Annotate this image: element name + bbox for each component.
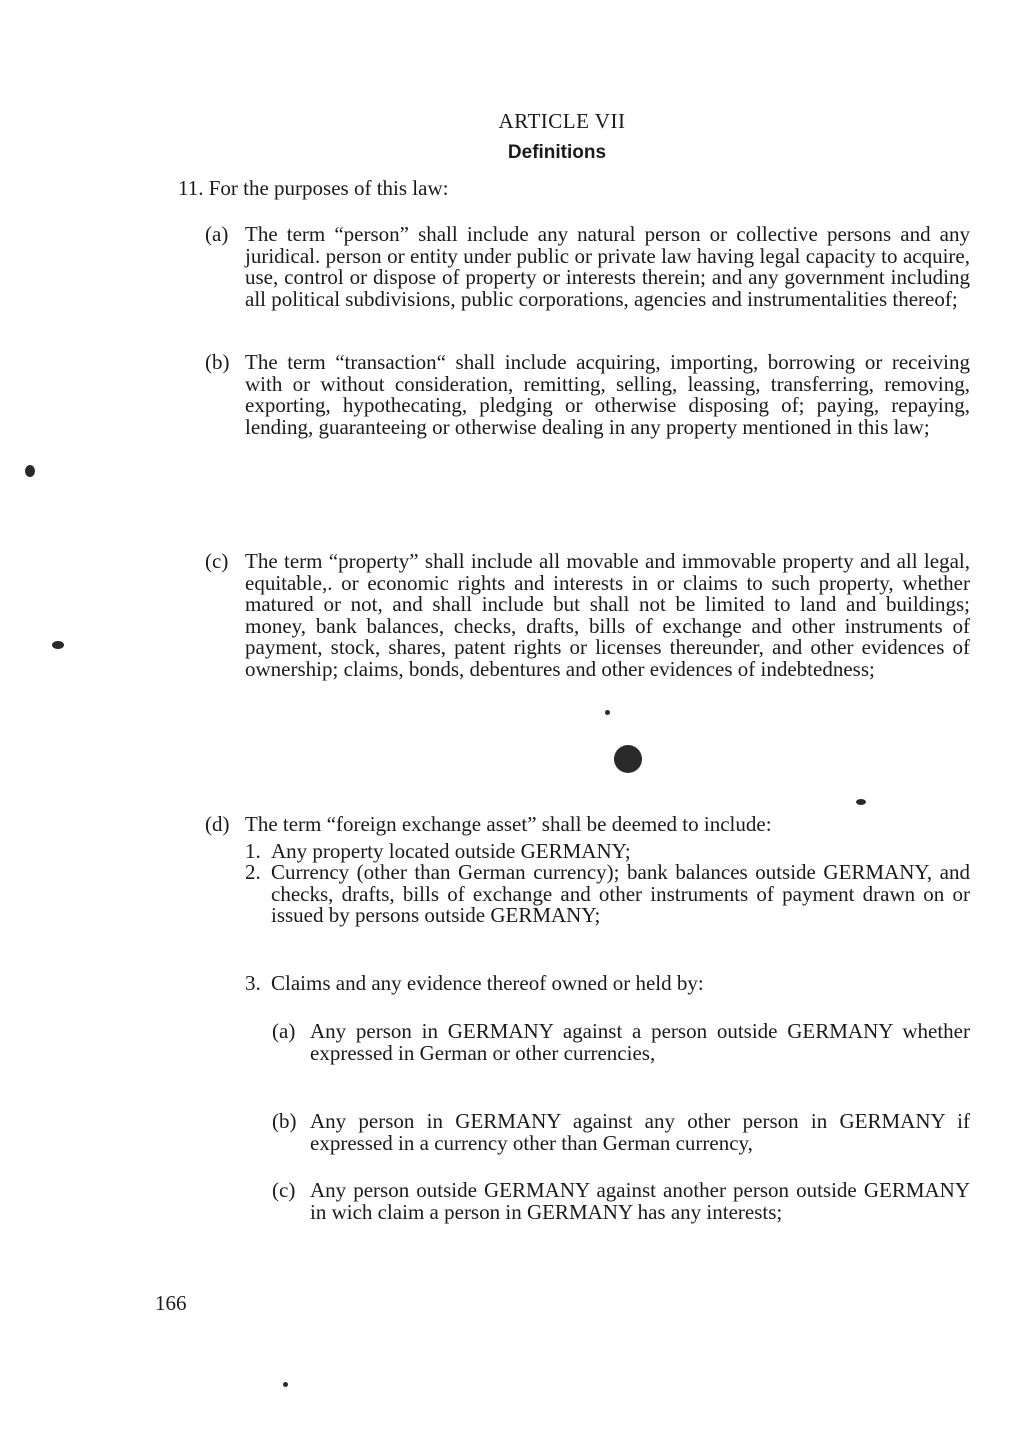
list-item-3 bbox=[245, 973, 970, 995]
clause-label: (b) bbox=[205, 350, 230, 374]
list-item-2 bbox=[245, 862, 970, 927]
sub-item-text: Any person in GERMANY against a person outside GERMANY whether expressed in German or other currencies, bbox=[310, 1019, 970, 1065]
item-number: 3. bbox=[245, 971, 261, 995]
clause-d bbox=[205, 814, 970, 836]
ink-speck bbox=[25, 465, 35, 477]
sub-item-c bbox=[272, 1180, 970, 1223]
sub-item-a bbox=[272, 1021, 970, 1064]
ink-speck bbox=[856, 799, 866, 805]
clause-label: (c) bbox=[205, 549, 229, 573]
article-heading: ARTICLE VII bbox=[498, 109, 626, 133]
clause-a bbox=[205, 224, 970, 310]
sub-item-label: (a) bbox=[272, 1019, 296, 1043]
sub-item-text: Any person outside GERMANY against another person outside GERMANY in wich claim a person in GERMANY has any interests; bbox=[310, 1178, 970, 1224]
item-number: 2. bbox=[245, 860, 261, 884]
ink-blot bbox=[614, 745, 642, 773]
clause-label: (d) bbox=[205, 812, 230, 836]
sub-item-text: Any person in GERMANY against any other person in GERMANY if expressed in a currency other than German currency, bbox=[310, 1109, 970, 1155]
clause-c bbox=[205, 551, 970, 681]
clause-text: The term “transaction“ shall include acquiring, importing, borrowing or receiving with or without consideration, remitting, selling, leassing, transferring, removing, exporting, hypothecating, pledging or otherwise disposing of; paying, repaying, lending, guaranteeing or otherwise dealing in any property mentioned in this law; bbox=[245, 350, 970, 439]
item-text: Claims and any evidence thereof owned or held by: bbox=[271, 971, 704, 995]
sub-item-label: (b) bbox=[272, 1109, 297, 1133]
clause-text: The term “foreign exchange asset” shall be deemed to include: bbox=[245, 812, 772, 836]
ink-speck bbox=[605, 710, 610, 715]
sub-item-label: (c) bbox=[272, 1178, 296, 1202]
page-number: 166 bbox=[155, 1291, 187, 1315]
sub-item-b bbox=[272, 1111, 970, 1154]
clause-text: The term “person” shall include any natural person or collective persons and any juridical. person or entity under public or private law having legal capacity to acquire, use, control or dispose of property or interests therein; and any government including all political subdivisions, public corporations, agencies and instrumentalities thereof; bbox=[245, 222, 970, 311]
item-text: Currency (other than German currency); bank balances outside GERMANY, and checks, drafts, bills of exchange and other instruments of payment drawn on or issued by persons outside GERMANY; bbox=[271, 860, 970, 928]
item-text: Any property located outside GERMANY; bbox=[271, 839, 631, 863]
clause-text: The term “property” shall include all movable and immovable property and all legal, equitable,. or economic rights and interests in or claims to such property, whether matured or not, and shall include but shall not be limited to land and buildings; money, bank balances, checks, drafts, bills of exchange and other instruments of payment, stock, shares, patent rights or licenses thereunder, and other evidences of ownership; claims, bonds, debentures and other evidences of indebtedness; bbox=[245, 549, 970, 681]
ink-speck bbox=[283, 1382, 288, 1387]
clause-label: (a) bbox=[205, 222, 229, 246]
ink-speck bbox=[52, 641, 64, 649]
item-number: 1. bbox=[245, 839, 261, 863]
section-heading: Definitions bbox=[507, 142, 607, 163]
paragraph-intro: 11. For the purposes of this law: bbox=[178, 176, 449, 200]
clause-b bbox=[205, 352, 970, 438]
